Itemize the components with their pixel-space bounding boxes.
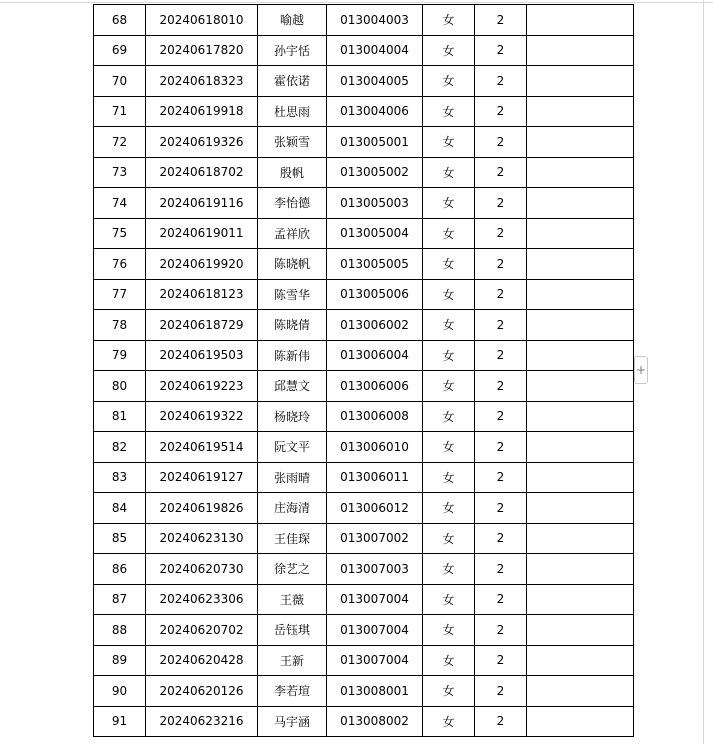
gender-cell: 女 [423, 157, 475, 188]
name-cell: 张雨晴 [258, 462, 327, 493]
candidate-id-cell: 20240618010 [146, 5, 258, 36]
candidate-id-cell: 20240620126 [146, 676, 258, 707]
note-cell [527, 218, 634, 249]
note-cell [527, 584, 634, 615]
note-cell [527, 127, 634, 158]
name-cell: 陈新伟 [258, 340, 327, 371]
row-number-cell: 78 [94, 310, 146, 341]
note-cell [527, 340, 634, 371]
table-row [94, 127, 634, 158]
note-cell [527, 96, 634, 127]
row-number-cell: 77 [94, 279, 146, 310]
gender-cell: 女 [423, 249, 475, 280]
note-cell [527, 188, 634, 219]
name-cell: 李怡德 [258, 188, 327, 219]
candidate-id-cell: 20240623130 [146, 523, 258, 554]
row-number-cell: 74 [94, 188, 146, 219]
candidate-id-cell: 20240619116 [146, 188, 258, 219]
name-cell: 王新 [258, 645, 327, 676]
row-number-cell: 89 [94, 645, 146, 676]
position-code-cell: 013007004 [327, 645, 423, 676]
note-cell [527, 493, 634, 524]
gender-cell: 女 [423, 218, 475, 249]
table-row [94, 35, 634, 66]
candidate-id-cell: 20240620702 [146, 615, 258, 646]
table-row [94, 96, 634, 127]
row-number-cell: 81 [94, 401, 146, 432]
position-code-cell: 013006011 [327, 462, 423, 493]
position-code-cell: 013007004 [327, 584, 423, 615]
count-cell: 2 [475, 5, 527, 36]
row-number-cell: 76 [94, 249, 146, 280]
candidate-id-cell: 20240619514 [146, 432, 258, 463]
row-number-cell: 87 [94, 584, 146, 615]
roster-table-body [94, 5, 634, 737]
gender-cell: 女 [423, 279, 475, 310]
table-row [94, 554, 634, 585]
row-number-cell: 80 [94, 371, 146, 402]
count-cell: 2 [475, 127, 527, 158]
count-cell: 2 [475, 645, 527, 676]
gender-cell: 女 [423, 35, 475, 66]
count-cell: 2 [475, 432, 527, 463]
name-cell: 李若瑄 [258, 676, 327, 707]
row-number-cell: 72 [94, 127, 146, 158]
count-cell: 2 [475, 554, 527, 585]
candidate-id-cell: 20240618729 [146, 310, 258, 341]
position-code-cell: 013004005 [327, 66, 423, 97]
count-cell: 2 [475, 218, 527, 249]
name-cell: 喻越 [258, 5, 327, 36]
note-cell [527, 462, 634, 493]
table-row [94, 462, 634, 493]
note-cell [527, 5, 634, 36]
candidate-id-cell: 20240619826 [146, 493, 258, 524]
name-cell: 孙宇恬 [258, 35, 327, 66]
position-code-cell: 013005002 [327, 157, 423, 188]
row-number-cell: 75 [94, 218, 146, 249]
gender-cell: 女 [423, 584, 475, 615]
position-code-cell: 013004004 [327, 35, 423, 66]
name-cell: 霍依诺 [258, 66, 327, 97]
name-cell: 王佳琛 [258, 523, 327, 554]
candidate-id-cell: 20240617820 [146, 35, 258, 66]
name-cell: 杨晓玲 [258, 401, 327, 432]
name-cell: 殷帆 [258, 157, 327, 188]
gender-cell: 女 [423, 401, 475, 432]
candidate-id-cell: 20240619503 [146, 340, 258, 371]
note-cell [527, 615, 634, 646]
name-cell: 徐艺之 [258, 554, 327, 585]
position-code-cell: 013005005 [327, 249, 423, 280]
name-cell: 孟祥欣 [258, 218, 327, 249]
note-cell [527, 249, 634, 280]
candidate-id-cell: 20240619011 [146, 218, 258, 249]
row-number-cell: 68 [94, 5, 146, 36]
candidate-id-cell: 20240619918 [146, 96, 258, 127]
table-row [94, 371, 634, 402]
note-cell [527, 35, 634, 66]
table-row [94, 249, 634, 280]
name-cell: 阮文平 [258, 432, 327, 463]
candidate-id-cell: 20240623306 [146, 584, 258, 615]
table-row [94, 157, 634, 188]
note-cell [527, 279, 634, 310]
table-row [94, 401, 634, 432]
table-row [94, 584, 634, 615]
count-cell: 2 [475, 462, 527, 493]
count-cell: 2 [475, 523, 527, 554]
row-number-cell: 70 [94, 66, 146, 97]
note-cell [527, 554, 634, 585]
gender-cell: 女 [423, 493, 475, 524]
count-cell: 2 [475, 706, 527, 737]
name-cell: 庄海清 [258, 493, 327, 524]
add-row-button[interactable] [634, 356, 648, 384]
row-number-cell: 82 [94, 432, 146, 463]
count-cell: 2 [475, 96, 527, 127]
candidate-id-cell: 20240618323 [146, 66, 258, 97]
candidate-id-cell: 20240619322 [146, 401, 258, 432]
count-cell: 2 [475, 157, 527, 188]
position-code-cell: 013005001 [327, 127, 423, 158]
gender-cell: 女 [423, 371, 475, 402]
table-row [94, 706, 634, 737]
row-number-cell: 79 [94, 340, 146, 371]
position-code-cell: 013006012 [327, 493, 423, 524]
gender-cell: 女 [423, 127, 475, 158]
count-cell: 2 [475, 188, 527, 219]
position-code-cell: 013008001 [327, 676, 423, 707]
position-code-cell: 013007002 [327, 523, 423, 554]
row-number-cell: 85 [94, 523, 146, 554]
position-code-cell: 013007003 [327, 554, 423, 585]
note-cell [527, 706, 634, 737]
page-top-edge [0, 2, 713, 3]
row-number-cell: 83 [94, 462, 146, 493]
note-cell [527, 676, 634, 707]
count-cell: 2 [475, 66, 527, 97]
count-cell: 2 [475, 584, 527, 615]
position-code-cell: 013006004 [327, 340, 423, 371]
gender-cell: 女 [423, 615, 475, 646]
row-number-cell: 71 [94, 96, 146, 127]
position-code-cell: 013007004 [327, 615, 423, 646]
gender-cell: 女 [423, 340, 475, 371]
name-cell: 马宇涵 [258, 706, 327, 737]
gender-cell: 女 [423, 462, 475, 493]
count-cell: 2 [475, 676, 527, 707]
row-number-cell: 86 [94, 554, 146, 585]
gender-cell: 女 [423, 554, 475, 585]
name-cell: 陈雪华 [258, 279, 327, 310]
count-cell: 2 [475, 35, 527, 66]
gender-cell: 女 [423, 188, 475, 219]
name-cell: 邱慧文 [258, 371, 327, 402]
gender-cell: 女 [423, 645, 475, 676]
note-cell [527, 157, 634, 188]
table-row [94, 218, 634, 249]
table-row [94, 432, 634, 463]
row-number-cell: 91 [94, 706, 146, 737]
note-cell [527, 432, 634, 463]
gender-cell: 女 [423, 310, 475, 341]
note-cell [527, 66, 634, 97]
name-cell: 王薇 [258, 584, 327, 615]
page-right-edge [703, 0, 704, 744]
table-row [94, 310, 634, 341]
table-row [94, 493, 634, 524]
position-code-cell: 013006002 [327, 310, 423, 341]
candidate-id-cell: 20240620730 [146, 554, 258, 585]
row-number-cell: 73 [94, 157, 146, 188]
table-row [94, 279, 634, 310]
position-code-cell: 013004003 [327, 5, 423, 36]
roster-table [93, 4, 634, 737]
position-code-cell: 013004006 [327, 96, 423, 127]
count-cell: 2 [475, 615, 527, 646]
table-row [94, 676, 634, 707]
candidate-id-cell: 20240619326 [146, 127, 258, 158]
table-row [94, 5, 634, 36]
count-cell: 2 [475, 401, 527, 432]
position-code-cell: 013006006 [327, 371, 423, 402]
gender-cell: 女 [423, 706, 475, 737]
note-cell [527, 401, 634, 432]
position-code-cell: 013008002 [327, 706, 423, 737]
row-number-cell: 90 [94, 676, 146, 707]
candidate-id-cell: 20240623216 [146, 706, 258, 737]
count-cell: 2 [475, 371, 527, 402]
count-cell: 2 [475, 493, 527, 524]
name-cell: 岳钰琪 [258, 615, 327, 646]
row-number-cell: 84 [94, 493, 146, 524]
position-code-cell: 013005004 [327, 218, 423, 249]
note-cell [527, 523, 634, 554]
gender-cell: 女 [423, 5, 475, 36]
table-row [94, 66, 634, 97]
gender-cell: 女 [423, 676, 475, 707]
position-code-cell: 013006010 [327, 432, 423, 463]
candidate-id-cell: 20240618702 [146, 157, 258, 188]
candidate-id-cell: 20240619223 [146, 371, 258, 402]
name-cell: 陈晓帆 [258, 249, 327, 280]
count-cell: 2 [475, 310, 527, 341]
name-cell: 杜思雨 [258, 96, 327, 127]
candidate-id-cell: 20240620428 [146, 645, 258, 676]
plus-icon: + [635, 363, 647, 377]
name-cell: 张颖雪 [258, 127, 327, 158]
count-cell: 2 [475, 249, 527, 280]
row-number-cell: 88 [94, 615, 146, 646]
count-cell: 2 [475, 279, 527, 310]
candidate-id-cell: 20240618123 [146, 279, 258, 310]
gender-cell: 女 [423, 96, 475, 127]
table-row [94, 523, 634, 554]
row-number-cell: 69 [94, 35, 146, 66]
table-row [94, 188, 634, 219]
count-cell: 2 [475, 340, 527, 371]
position-code-cell: 013006008 [327, 401, 423, 432]
gender-cell: 女 [423, 432, 475, 463]
table-row [94, 615, 634, 646]
candidate-id-cell: 20240619920 [146, 249, 258, 280]
note-cell [527, 310, 634, 341]
position-code-cell: 013005003 [327, 188, 423, 219]
gender-cell: 女 [423, 523, 475, 554]
note-cell [527, 645, 634, 676]
table-row [94, 645, 634, 676]
gender-cell: 女 [423, 66, 475, 97]
candidate-id-cell: 20240619127 [146, 462, 258, 493]
note-cell [527, 371, 634, 402]
position-code-cell: 013005006 [327, 279, 423, 310]
table-row [94, 340, 634, 371]
name-cell: 陈晓倩 [258, 310, 327, 341]
